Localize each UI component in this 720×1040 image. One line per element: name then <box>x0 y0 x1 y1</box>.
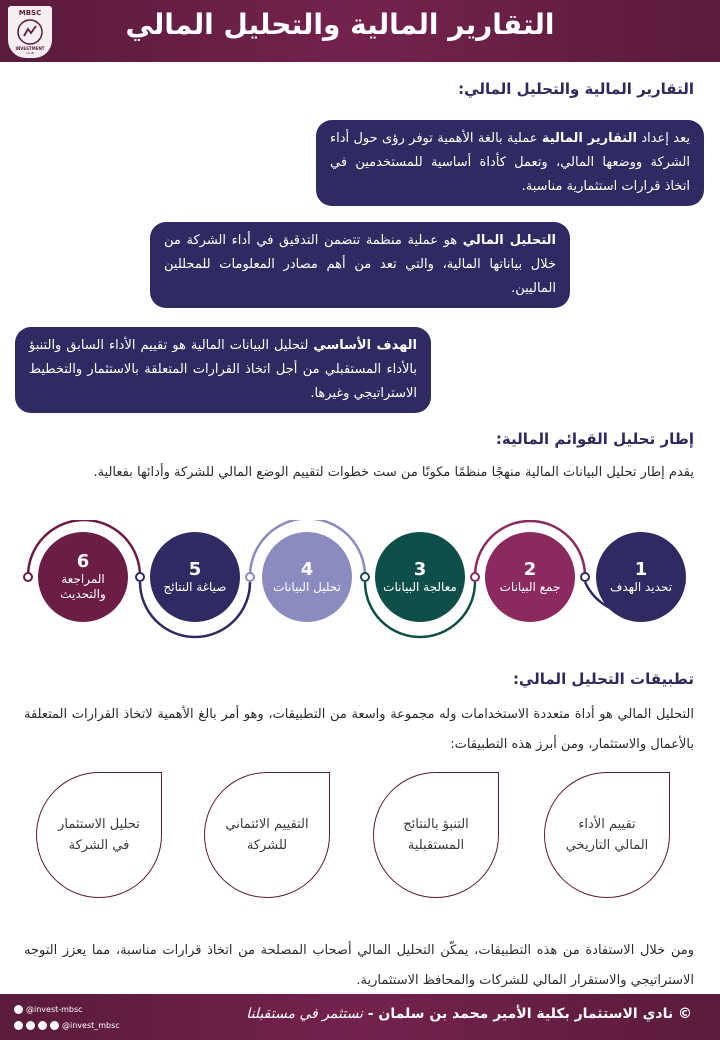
info-bubble-goal <box>15 327 431 413</box>
footer-credit <box>246 1006 692 1022</box>
step-number: 1 <box>634 558 648 580</box>
app-card-forecast <box>373 772 499 898</box>
snapchat-icon[interactable] <box>38 1021 47 1030</box>
bubble-bold: الهدف الأساسي <box>313 338 418 353</box>
step-label: صياغة النتائج <box>163 579 227 594</box>
bubble-text: لتحليل البيانات المالية هو تقييم الأداء السابق والتنبؤ بالأداء المستقبلي من أجل اتخاذ القرارات المتعلقة بالاستثمار والتخطيط الاستراتيجي وغيرها. <box>29 338 417 401</box>
step-number: 6 <box>76 551 90 572</box>
framework-intro: يقدم إطار تحليل البيانات المالية منهجًا منظمًا مكونًا من ست خطوات لتقييم الوضع المالي للشركة وأدائها بفعالية. <box>93 465 694 480</box>
section-title-reports: التقارير المالية والتحليل المالي: <box>458 80 694 98</box>
step-5 <box>150 532 240 622</box>
social-row-others <box>14 1017 134 1033</box>
step-6 <box>38 532 128 622</box>
instagram-icon[interactable] <box>26 1021 35 1030</box>
app-card-historical <box>544 772 670 898</box>
step-label: المراجعة والتحديث <box>60 572 106 601</box>
app-card-credit <box>204 772 330 898</box>
footer-club-name: © نادي الاستثمار بكلية الأمير محمد بن سلمان <box>378 1006 692 1022</box>
info-bubble-analysis <box>150 222 570 308</box>
app-label: التنبؤ بالنتائج المستقبلية <box>403 817 469 853</box>
social-row-linkedin[interactable] <box>14 1001 134 1017</box>
bubble-bold: التحليل المالي <box>462 233 556 248</box>
section-title-applications: تطبيقات التحليل المالي: <box>512 670 694 688</box>
step-1 <box>596 532 686 622</box>
logo-text-bottom: CLUB <box>26 51 34 55</box>
applications-intro: التحليل المالي هو أداة متعددة الاستخدامات وله مجموعة واسعة من التطبيقات، وهو أمر بالغ الأهمية لاتخاذ القرارات المتعلقة بالأعمال والاستثمار، ومن أبرز هذه التطبيقات: <box>24 707 694 752</box>
footer-separator: - <box>362 1006 379 1022</box>
logo-text-top: MBSC <box>18 9 42 17</box>
step-label: تحديد الهدف <box>609 579 673 594</box>
social-links <box>14 1001 134 1033</box>
x-icon[interactable] <box>14 1021 23 1030</box>
bubble-prefix: يعد إعداد <box>636 131 690 146</box>
step-4 <box>262 532 352 622</box>
app-label: تحليل الاستثمار في الشركة <box>58 817 140 853</box>
app-label: تقييم الأداء المالي التاريخي <box>565 817 649 853</box>
footer-slogan: نستثمر في مستقبلنا <box>246 1006 363 1022</box>
logo-emblem-icon <box>16 18 44 46</box>
bubble-text: هو عملية منظمة تتضمن التدقيق في أداء الشركة من خلال بياناتها المالية، والتي تعد من أهم مصادر المعلومات للمحللين الماليين. <box>164 233 556 296</box>
mbsc-logo <box>8 6 52 58</box>
step-label: تحليل البيانات <box>273 579 341 594</box>
section-title-framework: إطار تحليل القوائم المالية: <box>495 430 694 448</box>
bubble-bold: التقارير المالية <box>541 131 637 146</box>
linkedin-icon[interactable] <box>14 1005 23 1014</box>
step-number: 3 <box>413 558 427 580</box>
step-number: 5 <box>188 558 202 580</box>
info-bubble-reports <box>316 120 704 206</box>
social-handle: @invest-mbsc <box>26 1004 83 1014</box>
page-title: التقارير المالية والتحليل المالي <box>125 8 555 41</box>
bubble-text: عملية بالغة الأهمية توفر رؤى حول أداء الشركة ووضعها المالي، وتعمل كأداة أساسية للمستخدمين في اتخاذ قرارات استثمارية مناسبة. <box>330 131 690 194</box>
footer-bar <box>0 994 720 1040</box>
step-number: 2 <box>523 558 537 580</box>
step-label: جمع البيانات <box>499 579 561 594</box>
social-handle: @invest_mbsc <box>62 1020 120 1030</box>
applications-conclusion: ومن خلال الاستفادة من هذه التطبيقات، يمكّن التحليل المالي أصحاب المصلحة من اتخاذ قرارات مناسبة، مما يعزز التوجه الاستراتيجي والاستقرار المالي للشركات والمحافظ الاستثمارية. <box>24 943 694 988</box>
logo-text-mid: INVESTMENT <box>15 46 45 51</box>
step-label: معالجة البيانات <box>383 579 457 594</box>
step-3 <box>375 532 465 622</box>
header-bar <box>0 0 720 62</box>
app-label: التقييم الائتماني للشركة <box>225 817 309 853</box>
framework-steps <box>0 520 720 640</box>
step-2 <box>485 532 575 622</box>
app-card-investment <box>36 772 162 898</box>
telegram-icon[interactable] <box>50 1021 59 1030</box>
step-number: 4 <box>300 558 314 580</box>
